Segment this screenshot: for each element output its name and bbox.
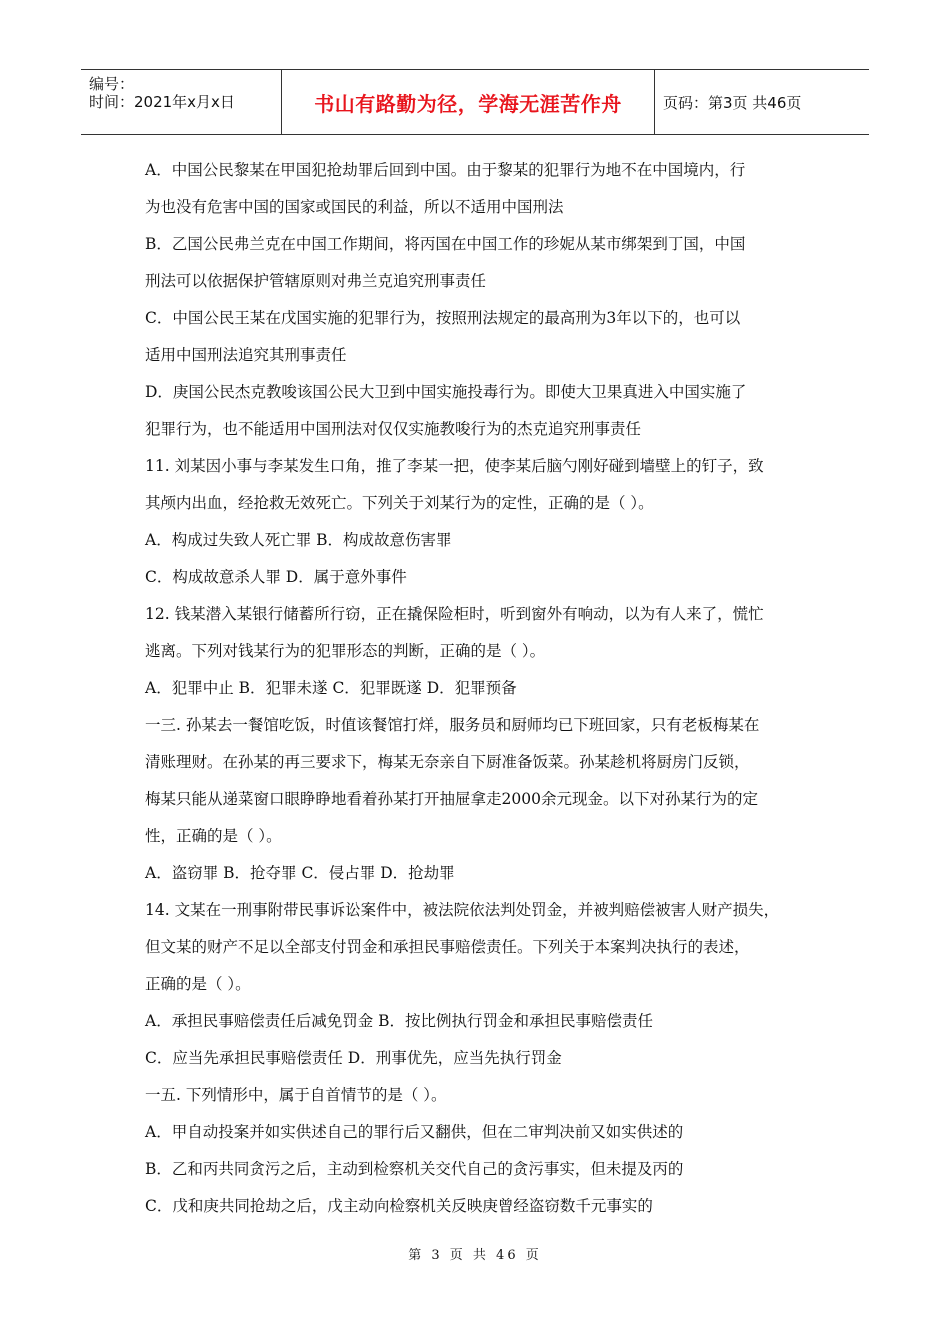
number-label: 编号： [89, 75, 135, 93]
text-line: C．应当先承担民事赔偿责任 D．刑事优先，应当先执行罚金 [145, 1049, 562, 1067]
header-motto: 书山有路勤为径，学海无涯苦作舟 [281, 70, 655, 134]
text-line: 犯罪行为，也不能适用中国刑法对仅仅实施教唆行为的杰克追究刑事责任 [145, 420, 642, 438]
date-label: 时间：2021年x月x日 [89, 93, 235, 111]
text-line: 适用中国刑法追究其刑事责任 [145, 346, 347, 364]
text-line: B．乙和丙共同贪污之后，主动到检察机关交代自己的贪污事实，但未提及丙的 [145, 1160, 684, 1178]
text-line: 一三. 孙某去一餐馆吃饭，时值该餐馆打烊，服务员和厨师均已下班回家，只有老板梅某在 [145, 716, 760, 734]
header-page-code: 页码：第3页 共46页 [663, 93, 802, 112]
text-line: 一五. 下列情形中，属于自首情节的是（ ）。 [145, 1086, 447, 1104]
text-line: 12. 钱某潜入某银行储蓄所行窃，正在撬保险柜时，听到窗外有响动，以为有人来了，慌忙 [145, 605, 764, 623]
text-line: A．承担民事赔偿责任后减免罚金 B．按比例执行罚金和承担民事赔偿责任 [145, 1012, 654, 1030]
text-line: 清账理财。在孙某的再三要求下，梅某无奈亲自下厨准备饭菜。孙某趁机将厨房门反锁， [145, 753, 750, 771]
document-body [145, 152, 825, 1225]
text-line: 性，正确的是（ ）。 [145, 827, 282, 845]
text-line: 梅某只能从递菜窗口眼睁睁地看着孙某打开抽屉拿走2000余元现金。以下对孙某行为的定 [145, 790, 758, 808]
text-line: C．中国公民王某在戊国实施的犯罪行为，按照刑法规定的最高刑为3年以下的，也可以 [145, 309, 741, 327]
text-line: 其颅内出血，经抢救无效死亡。下列关于刘某行为的定性，正确的是（ ）。 [145, 494, 654, 512]
text-line: B．乙国公民弗兰克在中国工作期间，将丙国在中国工作的珍妮从某市绑架到丁国，中国 [145, 235, 746, 253]
text-line: A．盗窃罪 B．抢夺罪 C．侵占罪 D．抢劫罪 [145, 864, 455, 882]
text-line: A．犯罪中止 B．犯罪未遂 C．犯罪既遂 D．犯罪预备 [145, 679, 517, 697]
text-line: C．戊和庚共同抢劫之后，戊主动向检察机关反映庚曾经盗窃数千元事实的 [145, 1197, 653, 1215]
text-line: 正确的是（ ）。 [145, 975, 251, 993]
text-line: 刑法可以依据保护管辖原则对弗兰克追究刑事责任 [145, 272, 487, 290]
text-line: D．庚国公民杰克教唆该国公民大卫到中国实施投毒行为。即使大卫果真进入中国实施了 [145, 383, 747, 401]
header-left-cell [81, 70, 281, 134]
text-line: A．甲自动投案并如实供述自己的罪行后又翻供，但在二审判决前又如实供述的 [145, 1123, 684, 1141]
text-line: A．构成过失致人死亡罪 B．构成故意伤害罪 [145, 531, 452, 549]
text-line: 逃离。下列对钱某行为的犯罪形态的判断，正确的是（ ）。 [145, 642, 546, 660]
page-header [81, 69, 869, 135]
text-line: 14. 文某在一刑事附带民事诉讼案件中，被法院依法判处罚金，并被判赔偿被害人财产损失， [145, 901, 780, 919]
text-line: A．中国公民黎某在甲国犯抢劫罪后回到中国。由于黎某的犯罪行为地不在中国境内，行 [145, 161, 746, 179]
page-footer: 第 3 页 共 46 页 [408, 1248, 542, 1263]
text-line: 但文某的财产不足以全部支付罚金和承担民事赔偿责任。下列关于本案判决执行的表述， [145, 938, 750, 956]
text-line: 为也没有危害中国的国家或国民的利益，所以不适用中国刑法 [145, 198, 564, 216]
text-line: 11. 刘某因小事与李某发生口角，推了李某一把，使李某后脑勺刚好碰到墙壁上的钉子，致 [145, 457, 764, 475]
text-line: C．构成故意杀人罪 D．属于意外事件 [145, 568, 407, 586]
